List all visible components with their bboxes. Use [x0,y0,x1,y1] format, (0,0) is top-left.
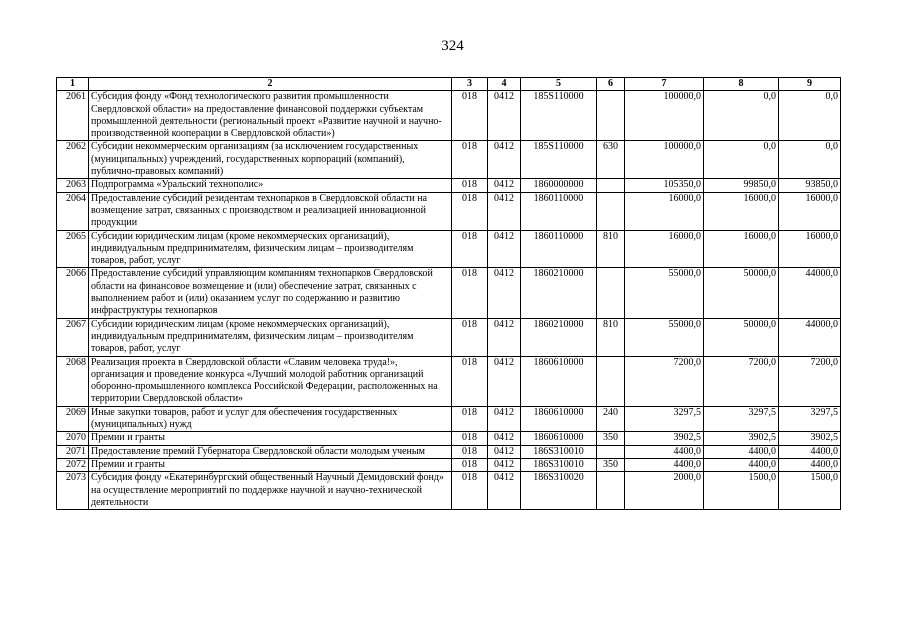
column-header: 7 [625,78,704,91]
table-row [57,406,841,432]
section-code: 0412 [488,192,521,230]
row-number: 2066 [57,268,89,318]
section-code: 0412 [488,230,521,268]
admin-code: 018 [452,141,488,179]
amount-year-2: 4400,0 [704,458,779,471]
row-name: Предоставление субсидий управляющим компаниям технопарков Свердловской области на финансовое возмещение и (или) обеспечение затрат, связанных с выполнением работ и (или) оказанием услуг по содержанию и развитию инфраструктуры технопарков [89,268,452,318]
section-code: 0412 [488,432,521,445]
admin-code: 018 [452,318,488,356]
table-row [57,445,841,458]
amount-year-3: 44000,0 [779,318,841,356]
row-name: Иные закупки товаров, работ и услуг для обеспечения государственных (муниципальных) нужд [89,406,452,432]
row-number: 2062 [57,141,89,179]
row-name: Предоставление субсидий резидентам технопарков в Свердловской области на возмещение затрат, связанных с производством и реализацией инновационной продукции [89,192,452,230]
row-number: 2071 [57,445,89,458]
target-code: 1860110000 [521,230,597,268]
amount-year-1: 2000,0 [625,472,704,510]
row-number: 2070 [57,432,89,445]
row-name: Субсидия фонду «Фонд технологического развития промышленности Свердловской области» на предоставление финансовой поддержки субъектам промышленной деятельности (региональный проект «Развитие научной и научно-производственной кооперации в Свердловской области») [89,91,452,141]
amount-year-2: 0,0 [704,141,779,179]
amount-year-2: 99850,0 [704,179,779,192]
amount-year-2: 16000,0 [704,230,779,268]
expense-type-code [597,356,625,406]
table-row [57,318,841,356]
section-code: 0412 [488,356,521,406]
admin-code: 018 [452,268,488,318]
target-code: 1860110000 [521,192,597,230]
column-header: 3 [452,78,488,91]
row-name: Премии и гранты [89,458,452,471]
section-code: 0412 [488,268,521,318]
admin-code: 018 [452,91,488,141]
page-number: 324 [441,38,464,54]
expense-type-code: 350 [597,432,625,445]
section-code: 0412 [488,458,521,471]
row-name: Субсидия фонду «Екатеринбургский общественный Научный Демидовский фонд» на осуществление мероприятий по поддержке научной и научно-технической деятельности [89,472,452,510]
table-row [57,432,841,445]
header-row [57,78,841,91]
amount-year-3: 4400,0 [779,445,841,458]
expense-type-code [597,268,625,318]
target-code: 1860000000 [521,179,597,192]
expense-type-code: 240 [597,406,625,432]
budget-table [56,77,841,510]
amount-year-3: 0,0 [779,141,841,179]
target-code: 1860210000 [521,318,597,356]
amount-year-1: 7200,0 [625,356,704,406]
amount-year-2: 3297,5 [704,406,779,432]
table-row [57,472,841,510]
section-code: 0412 [488,406,521,432]
row-number: 2065 [57,230,89,268]
expense-type-code [597,445,625,458]
column-header: 9 [779,78,841,91]
target-code: 185S110000 [521,91,597,141]
amount-year-1: 4400,0 [625,445,704,458]
target-code: 185S110000 [521,141,597,179]
table-row [57,458,841,471]
row-name: Субсидии некоммерческим организациям (за исключением государственных (муниципальных) учреждений, государственных корпораций (компаний), публично-правовых компаний) [89,141,452,179]
row-number: 2073 [57,472,89,510]
admin-code: 018 [452,472,488,510]
expense-type-code [597,179,625,192]
amount-year-1: 55000,0 [625,318,704,356]
row-number: 2072 [57,458,89,471]
amount-year-2: 4400,0 [704,445,779,458]
section-code: 0412 [488,141,521,179]
amount-year-1: 4400,0 [625,458,704,471]
table-row [57,268,841,318]
amount-year-1: 16000,0 [625,230,704,268]
amount-year-3: 3902,5 [779,432,841,445]
amount-year-3: 1500,0 [779,472,841,510]
amount-year-3: 16000,0 [779,192,841,230]
target-code: 1860610000 [521,432,597,445]
expense-type-code: 350 [597,458,625,471]
table-row [57,230,841,268]
row-name: Субсидии юридическим лицам (кроме некоммерческих организаций), индивидуальным предпринимателям, физическим лицам – производителям товаров, работ, услуг [89,230,452,268]
amount-year-1: 55000,0 [625,268,704,318]
amount-year-2: 3902,5 [704,432,779,445]
amount-year-3: 16000,0 [779,230,841,268]
column-header: 4 [488,78,521,91]
row-number: 2064 [57,192,89,230]
amount-year-2: 1500,0 [704,472,779,510]
amount-year-1: 3297,5 [625,406,704,432]
table-row [57,179,841,192]
admin-code: 018 [452,445,488,458]
admin-code: 018 [452,192,488,230]
amount-year-1: 100000,0 [625,91,704,141]
target-code: 186S310010 [521,458,597,471]
section-code: 0412 [488,91,521,141]
row-name: Реализация проекта в Свердловской области «Славим человека труда!», организация и проведение конкурса «Лучший молодой работник организаций оборонно-промышленного комплекса Российской Федерации, расположенных на территории Свердловской области» [89,356,452,406]
target-code: 186S310020 [521,472,597,510]
amount-year-2: 50000,0 [704,318,779,356]
expense-type-code [597,192,625,230]
row-name: Предоставление премий Губернатора Свердловской области молодым ученым [89,445,452,458]
amount-year-2: 7200,0 [704,356,779,406]
column-header: 6 [597,78,625,91]
row-number: 2063 [57,179,89,192]
row-name: Подпрограмма «Уральский технополис» [89,179,452,192]
admin-code: 018 [452,356,488,406]
target-code: 1860610000 [521,406,597,432]
row-number: 2069 [57,406,89,432]
amount-year-2: 0,0 [704,91,779,141]
row-number: 2068 [57,356,89,406]
section-code: 0412 [488,318,521,356]
column-header: 5 [521,78,597,91]
amount-year-3: 93850,0 [779,179,841,192]
admin-code: 018 [452,406,488,432]
expense-type-code: 810 [597,230,625,268]
admin-code: 018 [452,458,488,471]
expense-type-code: 630 [597,141,625,179]
amount-year-1: 16000,0 [625,192,704,230]
expense-type-code [597,472,625,510]
amount-year-3: 7200,0 [779,356,841,406]
column-header: 2 [89,78,452,91]
target-code: 186S310010 [521,445,597,458]
section-code: 0412 [488,445,521,458]
table-row [57,356,841,406]
row-number: 2061 [57,91,89,141]
column-header: 8 [704,78,779,91]
table-row [57,91,841,141]
row-number: 2067 [57,318,89,356]
column-header: 1 [57,78,89,91]
amount-year-3: 44000,0 [779,268,841,318]
table-row [57,192,841,230]
amount-year-3: 0,0 [779,91,841,141]
target-code: 1860210000 [521,268,597,318]
expense-type-code [597,91,625,141]
amount-year-1: 105350,0 [625,179,704,192]
admin-code: 018 [452,179,488,192]
row-name: Премии и гранты [89,432,452,445]
admin-code: 018 [452,432,488,445]
row-name: Субсидии юридическим лицам (кроме некоммерческих организаций), индивидуальным предпринимателям, физическим лицам – производителям товаров, работ, услуг [89,318,452,356]
table-row [57,141,841,179]
amount-year-2: 50000,0 [704,268,779,318]
amount-year-1: 3902,5 [625,432,704,445]
amount-year-1: 100000,0 [625,141,704,179]
amount-year-3: 4400,0 [779,458,841,471]
expense-type-code: 810 [597,318,625,356]
target-code: 1860610000 [521,356,597,406]
amount-year-2: 16000,0 [704,192,779,230]
amount-year-3: 3297,5 [779,406,841,432]
section-code: 0412 [488,179,521,192]
section-code: 0412 [488,472,521,510]
admin-code: 018 [452,230,488,268]
